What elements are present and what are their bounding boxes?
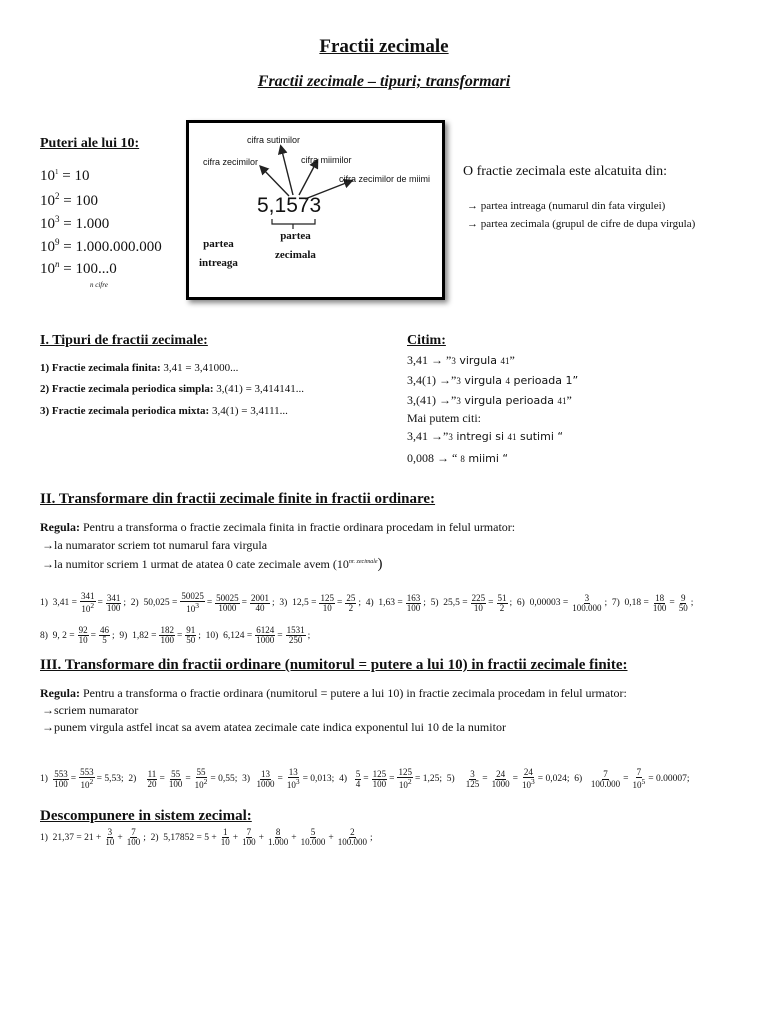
reading-heading: Citim: [407,333,446,348]
power-line-1: $10^1 = 10$ [40,168,90,184]
reading-line-1: 3,41 → ”3 virgula 41” [407,353,515,367]
page-subtitle: Fractii zecimale – tipuri; transformari [257,73,511,90]
section3-heading: III. Transformare din fractii ordinare (numitorul = putere a lui 10) in fractii zecimale finite: [40,657,628,673]
power-line-5: $10^n = 100...0$ [40,259,117,277]
page-title: Fractii zecimale [319,36,449,57]
power-line-4: $10^9 = 1.000.000.000$ [40,237,162,255]
powers-note: n cifre [90,281,108,289]
section3-step-1: →scriem numarator [42,703,139,717]
diagram-number: 5,1573 [257,194,322,217]
section2-examples-row-2: 8) 9, 2 = $\frac{92}{10}$ = $\frac{46}{5}$ ; 9) 1,82 = $\frac{182}{100}$ = $\frac{91}{50}$ ; 10) 6,124 = $\frac{6124}{1000}$ = $\frac{1531}{250}$ ; [40,625,311,646]
section2-examples-row-1: 1) 3,41 = $\frac{341}{10^2}$ = $\frac{341}{100}$ ; 2) 50,025 = $\frac{50025}{10^3}$ = $\frac{50025}{1000}$ = $\frac{2001}{40}$ ; 3) 12,5 = $\frac{125}{10}$ = $\frac{25}{2}$ ; 4) 1,63 = $\frac{163}{100}$ ; 5) 25,5 = $\frac{225}{10}$ = $\frac{51}{2}$ ; 6) 0,00003 = $\frac{3}{100.000}$ ; 7) 0,18 = $\frac{18}{100}$ = $\frac{9}{50}$ ; [40,591,694,615]
power-line-2: $10^2 = 100$ [40,191,98,209]
label-partea-intreaga: partea intreaga [199,238,238,269]
label-cifra-zecimilor: cifra zecimilor [203,157,259,167]
section2-rule: Regula: Pentru a transforma o fractie zecimala finita in fractie ordinara procedam in felul urmator: [40,520,516,534]
label-cifra-zecimilor-de-miimi: cifra zecimilor de miimi [339,174,431,184]
reading-line-5: 0,008 → “ 8 miimi “ [407,451,509,465]
power-line-3: $10^3 = 1.000$ [40,214,110,232]
composition-item-2: → partea zecimala (grupul de cifre de dupa virgula) [467,218,696,230]
types-heading: I. Tipuri de fractii zecimale: [40,333,208,348]
section2-step-2: →la numitor scriem 1 urmat de atatea 0 cate zecimale avem $(10^{nr. zecimale})$ [42,556,383,572]
composition-intro: O fractie zecimala este alcatuita din: [463,164,668,179]
label-cifra-miimilor: cifra miimilor [301,155,352,165]
type-item-1: 1) Fractie zecimala finita: 3,41 = 3,41000... [40,362,239,374]
type-item-2: 2) Fractie zecimala periodica simpla: 3,(41) = 3,414141... [40,383,305,395]
section3-step-2: →punem virgula astfel incat sa avem atatea zecimale cate indica exponentul lui 10 de la numitor [42,720,506,734]
reading-line-4: 3,41 →”3 intregi si 41 sutimi “ [407,429,564,443]
section4-examples-row: 1) 21,37 = 21 + $\frac{3}{10}$ + $\frac{7}{100}$ ; 2) 5,17852 = 5 + $\frac{1}{10}$ + $\frac{7}{100}$ + $\frac{8}{1.000}$ + $\frac{5}{10.000}$ + $\frac{2}{100.000}$ ; [40,827,373,848]
composition-item-1: → partea intreaga (numarul din fata virgulei) [467,200,666,212]
section3-examples-row: 1) $\frac{553}{100}$ = $\frac{553}{10^2}$ = 5,53; 2) $\frac{11}{20}$ = $\frac{55}{100}$ = $\frac{55}{10^2}$ = 0,55; 3) $\frac{13}{1000}$ = $\frac{13}{10^3}$ = 0,013; 4) $\frac{5}{4}$ = $\frac{125}{100}$ = $\frac{125}{10^2}$ = 1,25; 5) $\frac{3}{125}$ = $\frac{24}{1000}$ = $\frac{24}{10^3}$ = 0,024; 6) $\frac{7}{100.000}$ = $\frac{7}{10^5}$ = 0.00007; [40,767,690,791]
section2-heading: II. Transformare din fractii zecimale finite in fractii ordinare: [40,491,436,507]
decimal-parts-diagram [186,120,445,300]
type-item-3: 3) Fractie zecimala periodica mixta: 3,4(1) = 3,4111... [40,405,288,417]
label-partea-zecimala: partea zecimala [275,230,316,261]
section4-heading: Descompunere in sistem zecimal: [40,808,252,824]
reading-line-2: 3,4(1) →”3 virgula 4 perioada 1” [407,373,579,387]
reading-line-3: 3,(41) →”3 virgula perioada 41” [407,393,572,407]
label-cifra-sutimilor: cifra sutimilor [247,135,301,145]
reading-also: Mai putem citi: [407,411,481,425]
powers-heading: Puteri ale lui 10: [40,136,140,151]
section2-step-1: →la numarator scriem tot numarul fara virgula [42,538,268,552]
section3-rule: Regula: Pentru a transforma o fractie ordinara (numitorul = putere a lui 10) in fractie zecimala procedam in felul urmator: [40,686,627,700]
